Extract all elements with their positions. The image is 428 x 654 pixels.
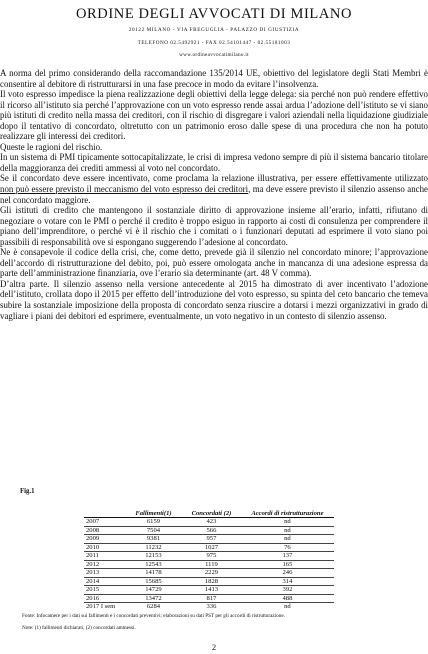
- table-cell: nd: [241, 535, 333, 544]
- table-cell: 76: [241, 543, 333, 552]
- table-cell-year: 2008: [84, 526, 125, 535]
- table-cell: 1413: [182, 586, 242, 595]
- table-cell: 246: [241, 569, 333, 578]
- table-cell: nd: [241, 603, 333, 611]
- table-cell: 1828: [182, 577, 242, 586]
- table-cell: 488: [241, 594, 333, 603]
- table-cell: 6159: [125, 518, 181, 527]
- table-cell: 13472: [125, 594, 181, 603]
- paragraph-5: [0, 173, 428, 205]
- table-body: [84, 518, 334, 611]
- table-cell: 975: [182, 552, 242, 561]
- table-cell: 14178: [125, 569, 181, 578]
- table-cell-year: 2013: [84, 569, 125, 578]
- table-cell: 1027: [182, 543, 242, 552]
- paragraph-4: In un sistema di PMI tipicamente sottocapitalizzate, le crisi di impresa vedono sempre di più il sistema bancario titolare della maggioranza dei crediti ammessi al voto nel concordato.: [0, 152, 428, 173]
- table-cell: 165: [241, 560, 333, 569]
- figure-source: Fonte: Infocamere per i dati sui fallimenti e i concordati preventivi; elaborazioni su dati PST per gli accordi di ristrutturazione.: [22, 613, 285, 619]
- table-cell-year: 2011: [84, 552, 125, 561]
- table-cell: 7504: [125, 526, 181, 535]
- paragraph-5-underlined: non può essere previsto il meccanismo del voto espresso dei creditori: [0, 184, 249, 195]
- table-row: [84, 518, 334, 527]
- paragraph-3: Queste le ragioni del rischio.: [0, 141, 103, 152]
- table-row: [84, 543, 334, 552]
- table-cell-year: 2010: [84, 543, 125, 552]
- paragraph-2: Il voto espresso impedisce la piena realizzazione degli obiettivi della legge delega: sia perché non può rendere effettivo il ricorso all’istituto sia perché l’approvazione con un voto espresso rende assai ardua l’adozione dell’istituto se vi siano più istituti di credito nella massa dei creditori, con il rischio di disgregare i valori aziendali nella liquidazione giudiziale dopo il tentativo di concordato, oltretutto con un patrimonio eroso dalle spese di una procedura che non ha potuto realizzare gli interessi dei creditori.: [0, 89, 428, 142]
- paragraph-5-tail: , ma deve essere previsto il silenzio assenso anche nel concordato maggiore.: [0, 184, 428, 205]
- table-cell: 566: [182, 526, 242, 535]
- table-row: [84, 594, 334, 603]
- table-cell-year: 2007: [84, 518, 125, 527]
- table-row: [84, 552, 334, 561]
- table-row: [84, 603, 334, 611]
- table-row: [84, 586, 334, 595]
- table-cell: nd: [241, 526, 333, 535]
- table-cell-year: 2017 I sem: [84, 603, 125, 611]
- letterhead-title: ORDINE DEGLI AVVOCATI DI MILANO: [75, 6, 353, 22]
- table-cell-year: 2016: [84, 594, 125, 603]
- table-cell-year: 2012: [84, 560, 125, 569]
- table-cell: 137: [241, 552, 333, 561]
- table-cell: 817: [182, 594, 242, 603]
- table-cell: 9381: [125, 535, 181, 544]
- paragraph-6: Gli istituti di credito che mantengono il sostanziale diritto di approvazione insieme all’erario, infatti, rifiutano di negoziare o votare con le PMI o perché il credito è troppo esiguo in rapporto ai costi di consulenza per comprendere il piano dell’imprenditore, o perché vi è il rischio che i comitati o i funzionari deputati ad esprimere il voto siano poi passibili di responsabilità ove si espongano suggerendo l’adesione al concordato.: [0, 205, 428, 247]
- column-header: Concordati (2): [182, 498, 242, 518]
- column-header: [84, 498, 125, 518]
- table-cell-year: 2014: [84, 577, 125, 586]
- paragraph-8: D’altra parte. Il silenzio assenso nella versione antecedente al 2015 ha dimostrato di aver incentivato l’adozione dell’istituto, crollata dopo il 2015 per effetto dell’introduzione del voto espresso, su spinta del ceto bancario che temeva subire la sostanziale imposizione della proposta di concordato senza riuscire a dotarsi i mezzi organizzativi in grado di vagliare i piani dei debitori ed esprimere, eventualmente, un voto negativo in un contesto di silenzio assenso.: [0, 278, 428, 321]
- paragraph-1: A norma del primo considerando della raccomandazione 135/2014 UE, obiettivo del legislatore degli Stati Membri è consentire al debitore di ristrutturarsi in una fase precoce in modo da evitare l’insolvenza.: [0, 68, 428, 89]
- table-cell: 15685: [125, 577, 181, 586]
- table-cell: 12543: [125, 560, 181, 569]
- column-header: Accordi di ristrutturazione: [241, 498, 333, 518]
- letterhead-address: 20122 MILANO - VIA FREGUGLIA - PALAZZO DI GIUSTIZIA: [128, 27, 300, 33]
- table-cell: 14729: [125, 586, 181, 595]
- table-cell: 6284: [125, 603, 181, 611]
- figure-label: Fig.1: [20, 488, 35, 495]
- letterhead-website: www.ordineavvocatimilano.it: [179, 52, 249, 58]
- table-cell-year: 2009: [84, 535, 125, 544]
- table-row: [84, 535, 334, 544]
- table-cell: 2229: [182, 569, 242, 578]
- page-number: 2: [211, 642, 217, 652]
- table-cell: 12153: [125, 552, 181, 561]
- table-cell: 392: [241, 586, 333, 595]
- letterhead-contacts: TELEFONO 02.5492921 - FAX 02.54101447 - 02.55181003: [137, 40, 291, 46]
- table-row: [84, 526, 334, 535]
- table-cell: 957: [182, 535, 242, 544]
- table-cell: 1119: [182, 560, 242, 569]
- table-cell: 336: [182, 603, 242, 611]
- paragraph-5-lead: Se il concordato deve essere incentivato, come proclama la relazione illustrativa, per essere effettivamente utilizzato: [0, 173, 428, 184]
- document-body: [0, 68, 428, 478]
- table-cell-year: 2015: [84, 586, 125, 595]
- table-cell: nd: [241, 518, 333, 527]
- table-cell: 314: [241, 577, 333, 586]
- figure-note: Note: (1) fallimenti dichiarati, (2) concordati ammessi.: [22, 625, 136, 631]
- table-cell: 423: [182, 518, 242, 527]
- table-cell: 11232: [125, 543, 181, 552]
- column-header: Fallimenti(1): [125, 498, 181, 518]
- figure: [20, 488, 420, 648]
- table-row: [84, 569, 334, 578]
- table-row: [84, 560, 334, 569]
- table-row: [84, 577, 334, 586]
- paragraph-7: Ne è consapevole il codice della crisi, che, come detto, prevede già il silenzio nel concordato minore; l’approvazione dell’accordo di ristrutturazione del debito, poi, può essere omologata anche in mancanza di una adesione espressa da parte dell’amministrazione finanziaria, ove l’erario sia determinante (art. 48 V comma).: [0, 247, 428, 279]
- table-header-row: [84, 498, 334, 518]
- statistics-table: [84, 498, 334, 611]
